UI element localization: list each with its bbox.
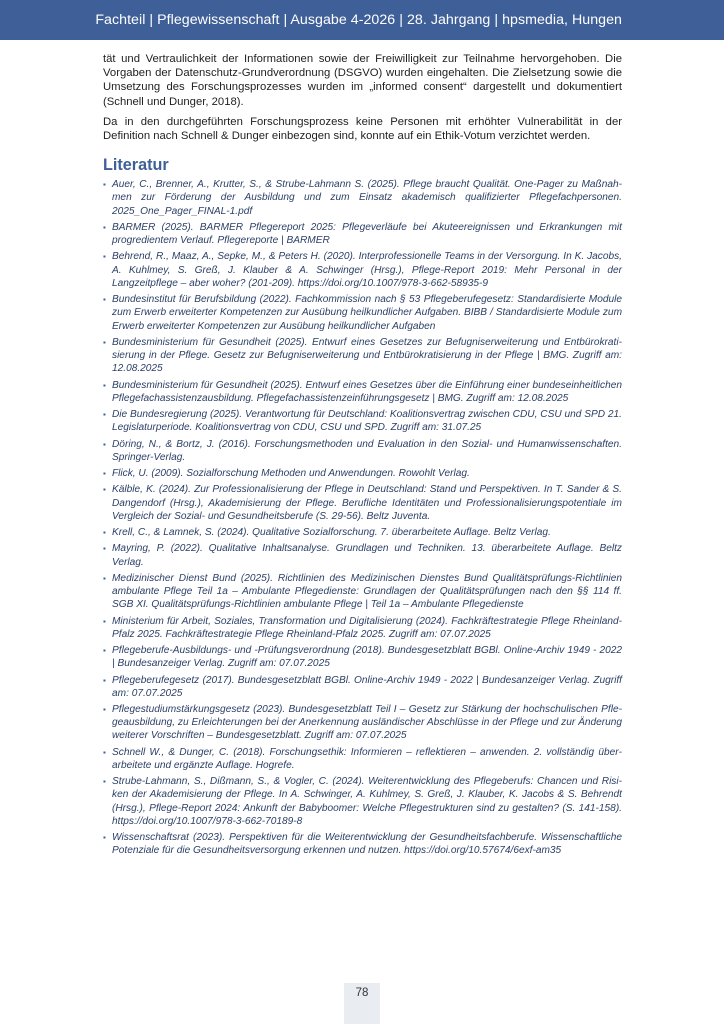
reference-item xyxy=(103,703,622,743)
reference-text: Bundesministerium für Gesundheit (2025). Entwurf eines Gesetzes über die Einführung einer bundeseinheitlichen Pflegefachassistenzausbildung. Pflegefachassistenzeinführungsgesetz | BMG. Zugriff am: 12.08.2025 xyxy=(112,379,622,404)
reference-text: Pflegestudiumstärkungsgesetz (2023). Bundesgesetzblatt Teil I – Gesetz zur Stärkung der hochschulischen Pflegeausbildung, zu Erleichterungen bei der Anerkennung ausländischer Abschlüsse in der Pflege und zur Änderung weiterer Vorschriften – Bundesgesetzblatt. Zugriff am: 07.07.2025 xyxy=(112,704,622,742)
reference-item xyxy=(103,526,622,539)
reference-item xyxy=(103,674,622,700)
reference-item xyxy=(103,336,622,376)
reference-item xyxy=(103,775,622,828)
reference-text: Kälble, K. (2024). Zur Professionalisierung der Pflege in Deutschland: Stand und Perspektiven. In T. Sander & S. Dangendorf (Hrsg.), Akademisierung der Pflege. Berufliche Identitäten und Professionalisierungspotentiale im Vergleich der Sozial- und Gesundheitsberufe (S. 29-56). Beltz Juventa. xyxy=(112,484,622,522)
main-content xyxy=(103,52,622,861)
reference-text: Schnell W., & Dunger, C. (2018). Forschungsethik: Informieren – reflektieren – anwenden. 2. vollständig überarbeitete und ergänzte Auflage. Hogrefe. xyxy=(112,746,622,771)
bullet-icon: ▪ xyxy=(103,222,106,232)
reference-item xyxy=(103,746,622,772)
reference-text: Döring, N., & Bortz, J. (2016). Forschungsmethoden und Evaluation in den Sozial- und Humanwissenschaften. Springer-Verlag. xyxy=(112,438,622,463)
reference-item xyxy=(103,644,622,670)
reference-item xyxy=(103,293,622,333)
bullet-icon: ▪ xyxy=(103,295,106,305)
reference-list xyxy=(103,178,622,857)
bullet-icon: ▪ xyxy=(103,646,106,656)
reference-text: Strube-Lahmann, S., Dißmann, S., & Vogler, C. (2024). Weiterentwicklung des Pflegeberufs: Chancen und Risiken der Akademisierung der Pflege. In A. Schwinger, A. Kuhlmey, S. Greß, J. Klauber, K. Jacobs & S. Behrendt (Hrsg.), Pflege-Report 2024: Ankunft der Babyboomer: Welche Pflegestrukturen sind zu gestalten? (S. 141-158). https://doi.org/10.1007/978-3-662-70189-8 xyxy=(112,776,622,827)
reference-text: Die Bundesregierung (2025). Verantwortung für Deutschland: Koalitionsvertrag zwischen CDU, CSU und SPD 21. Legislaturperiode. Koalitionsvertrag von CDU, CSU und SPD. Zugriff am: 31.07.25 xyxy=(112,409,622,434)
reference-item xyxy=(103,831,622,857)
reference-item xyxy=(103,542,622,568)
reference-text: Ministerium für Arbeit, Soziales, Transformation und Digitalisierung (2024). Fachkräftestrategie Pflege Rheinland-Pfalz 2025. Fachkräftestrategie Pflege Rheinland-Pfalz 2025. Zugriff am: 07.07.2025 xyxy=(112,615,622,640)
bullet-icon: ▪ xyxy=(103,180,106,190)
reference-item xyxy=(103,221,622,247)
header-title: Fachteil | Pflegewissenschaft | Ausgabe 4-2026 | 28. Jahrgang | hpsmedia, Hungen xyxy=(95,12,622,28)
bullet-icon: ▪ xyxy=(103,833,106,843)
reference-text: BARMER (2025). BARMER Pflegereport 2025: Pflegeverläufe bei Akuteereignissen und Erkrankungen mit progredientem Verlauf. Pflegereporte | BARMER xyxy=(112,221,622,247)
page-number-box xyxy=(344,983,380,1024)
reference-item xyxy=(103,572,622,612)
reference-item xyxy=(103,483,622,523)
reference-text: Bundesinstitut für Berufsbildung (2022). Fachkommission nach § 53 Pflegeberufegesetz: Standardisierte Module zum Erwerb erweiterter Kompetenzen zur Ausübung heilkundlicher Aufgaben. BIBB / Standardisierte Module zum Erwerb erweiterter Kompetenzen zur Ausübung heilkundlicher Aufgaben xyxy=(112,294,622,332)
body-paragraph: tät und Vertraulichkeit der Informationen sowie der Freiwilligkeit zur Teilnahme hervorgehoben. Die Vorgaben der Datenschutz-Grundverordnung (DSGVO) wurden eingehalten. Die Zielsetzung sowie die Umsetzung des Forschungsprozesses wurden im „informed consent“ dargestellt und dokumentiert (Schnell und Dunger, 2018). xyxy=(103,53,622,108)
reference-item xyxy=(103,615,622,641)
reference-item xyxy=(103,178,622,218)
reference-item xyxy=(103,467,622,480)
bullet-icon: ▪ xyxy=(103,675,106,685)
bullet-icon: ▪ xyxy=(103,410,106,420)
reference-text: Wissenschaftsrat (2023). Perspektiven für die Weiterentwicklung der Gesundheitsfachberufe. Wissenschaftliche Potenziale für die Gesundheitsversorgung erkennen und nutzen. https://doi.org/10.57674/6exf-am35 xyxy=(112,832,622,857)
reference-text: Krell, C., & Lamnek, S. (2024). Qualitative Sozialforschung. 7. überarbeitete Auflage. Beltz Verlag. xyxy=(112,527,551,539)
body-paragraph: Da in den durchgeführten Forschungsprozess keine Personen mit erhöhter Vulnerabilität in der Definition nach Schnell & Dunger einbezogen sind, konnte auf ein Ethik-Votum verzichtet werden. xyxy=(103,115,622,143)
reference-text: Mayring, P. (2022). Qualitative Inhaltsanalyse. Grundlagen und Techniken. 13. überarbeitete Auflage. Beltz Verlag. xyxy=(112,543,622,568)
reference-item xyxy=(103,408,622,434)
bullet-icon: ▪ xyxy=(103,573,106,583)
reference-item xyxy=(103,438,622,464)
bullet-icon: ▪ xyxy=(103,705,106,715)
bullet-icon: ▪ xyxy=(103,777,106,787)
bullet-icon: ▪ xyxy=(103,485,106,495)
bullet-icon: ▪ xyxy=(103,380,106,390)
literature-heading: Literatur xyxy=(103,156,169,175)
reference-text: Pflegeberufegesetz (2017). Bundesgesetzblatt BGBl. Online-Archiv 1949 - 2022 | Bundesanzeiger Verlag. Zugriff am: 07.07.2025 xyxy=(112,674,622,699)
bullet-icon: ▪ xyxy=(103,337,106,347)
bullet-icon: ▪ xyxy=(103,544,106,554)
page-number: 78 xyxy=(355,987,369,999)
reference-text: Bundesministerium für Gesundheit (2025). Entwurf eines Gesetzes zur Befugniserweiterung und Entbürokratisierung in der Pflege. Gesetz zur Befugniserweiterung und Entbürokratisierung in der Pflege | BMG. Zugriff am: 12.08.2025 xyxy=(112,336,622,375)
reference-text: Auer, C., Brenner, A., Krutter, S., & Strube-Lahmann S. (2025). Pflege braucht Qualität. One-Pager zu Maßnahmen zur Förderung der Ausbildung und zum Einsatz akademisch qualifizierter Pflegefachpersonen. 2025_One_Pager_FINAL-1.pdf xyxy=(112,179,622,217)
reference-text: Flick, U. (2009). Sozialforschung Methoden und Anwendungen. Rowohlt Verlag. xyxy=(112,468,470,480)
bullet-icon: ▪ xyxy=(103,439,106,449)
bullet-icon: ▪ xyxy=(103,528,106,538)
reference-item xyxy=(103,250,622,290)
bullet-icon: ▪ xyxy=(103,252,106,262)
header-bar xyxy=(0,0,724,40)
reference-text: Medizinischer Dienst Bund (2025). Richtlinien des Medizinischen Dienstes Bund Qualitätsprüfungs-Richtlinien ambulante Pflege Teil 1a – Ambulante Pflegedienste: Grundlagen der Qualitätsprüfungen nach den §§ 114 ff. SGB XI. Qualitätsprüfungs-Richtlinien ambulante Pflege | Teil 1a – Ambulante Pflegedienste xyxy=(112,572,622,611)
bullet-icon: ▪ xyxy=(103,747,106,757)
reference-text: Pflegeberufe-Ausbildungs- und -Prüfungsverordnung (2018). Bundesgesetzblatt BGBl. Online-Archiv 1949 - 2022 | Bundesanzeiger Verlag. Zugriff am: 07.07.2025 xyxy=(112,645,622,670)
reference-item xyxy=(103,379,622,405)
reference-text: Behrend, R., Maaz, A., Sepke, M., & Peters H. (2020). Interprofessionelle Teams in der Versorgung. In K. Jacobs, A. Kuhlmey, S. Greß, J. Klauber & A. Schwinger (Hrsg.), Pflege-Report 2019: Mehr Personal in der Langzeitpflege – aber woher? (201-209). https://doi.org/10.1007/978-3-662-58935-9 xyxy=(112,251,622,289)
bullet-icon: ▪ xyxy=(103,616,106,626)
bullet-icon: ▪ xyxy=(103,469,106,479)
